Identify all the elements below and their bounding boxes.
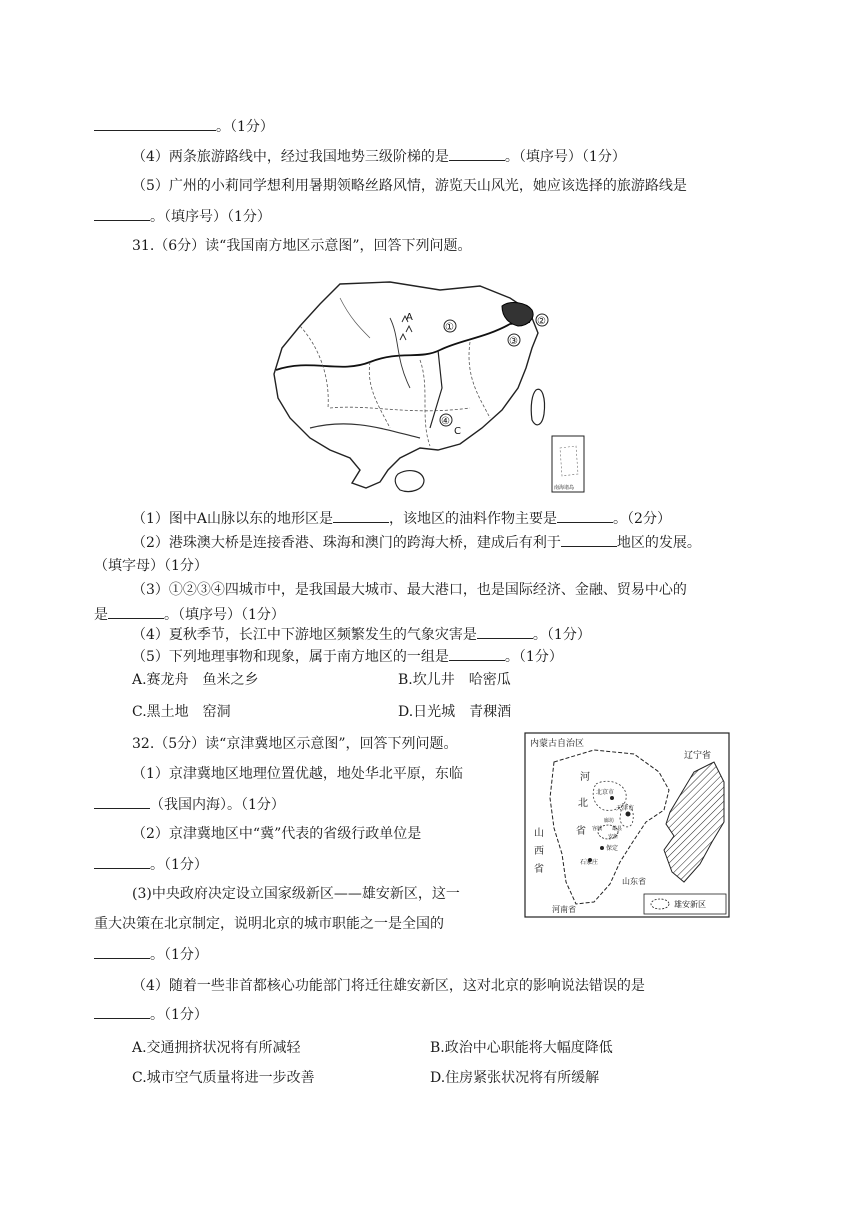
line-text: ，该地区的油料作物主要是 xyxy=(389,511,558,527)
label-inner-mongolia: 内蒙古自治区 xyxy=(530,739,585,749)
line-text: （2）京津冀地区中“冀”代表的省级行政单位是 xyxy=(132,826,422,842)
south-china-map xyxy=(270,278,586,496)
label-city-1: ① xyxy=(445,322,454,333)
line-text: （2）港珠澳大桥是连接香港、珠海和澳门的跨海大桥，建成后有利于 xyxy=(132,535,561,551)
label-bei: 北 xyxy=(578,798,588,809)
question-32-1 xyxy=(132,764,463,784)
answer-blank[interactable] xyxy=(94,1004,150,1019)
inset-box xyxy=(552,436,584,492)
question-31-4 xyxy=(132,624,591,645)
option-d[interactable] xyxy=(398,702,511,722)
label-beijing: 北京市 xyxy=(596,789,615,796)
line-text: 。（填序号）（1分） xyxy=(164,607,285,623)
question-31-5 xyxy=(132,646,563,667)
question-32-4 xyxy=(132,976,645,996)
answer-blank[interactable] xyxy=(94,206,150,221)
line-text: （5）广州的小莉同学想利用暑期领略丝路风情，游览天山风光，她应该选择的旅游路线是 xyxy=(132,178,687,194)
label-c: C xyxy=(454,426,461,437)
option-a[interactable] xyxy=(132,670,259,690)
river xyxy=(390,318,410,388)
question-32-2-cont xyxy=(94,854,208,875)
label-shandong: 山东省 xyxy=(622,877,646,886)
yangtze-delta xyxy=(502,303,533,326)
line-text: 。（填序号）（1分） xyxy=(504,149,626,165)
label-he: 河 xyxy=(580,772,590,783)
label-xiongxian: 雄县 xyxy=(612,826,623,832)
option-32-b[interactable] xyxy=(430,1038,613,1058)
line-text: 32.（5分）读“京津冀地区示意图”，回答下列问题。 xyxy=(132,736,458,752)
option-text: D.住房紧张状况将有所缓解 xyxy=(430,1070,600,1086)
label-liaoning: 辽宁省 xyxy=(684,751,712,761)
line-text: （填字母）（1分） xyxy=(94,558,208,574)
legend-label: 雄安新区 xyxy=(674,900,706,909)
line-text: 是 xyxy=(94,607,108,623)
label-shan: 山 xyxy=(534,828,544,839)
question-30-4 xyxy=(132,146,626,167)
line-text: （1）京津冀地区地理位置优越，地处华北平原，东临 xyxy=(132,766,463,782)
label-xi: 西 xyxy=(534,846,544,857)
province-border xyxy=(330,407,470,411)
answer-blank[interactable] xyxy=(561,532,617,547)
line-text: 。（1分） xyxy=(216,119,274,135)
label-city-4: ④ xyxy=(441,416,450,427)
label-sheng-2: 省 xyxy=(534,864,544,875)
option-text: D.日光城 青稞酒 xyxy=(398,704,512,720)
question-31-title xyxy=(132,236,472,256)
line-text: 。（1分） xyxy=(150,1007,208,1023)
label-anxin: 安新 xyxy=(608,834,619,840)
option-text: A.赛龙舟 鱼米之乡 xyxy=(132,672,259,688)
line-text: 。（2分） xyxy=(613,511,671,527)
option-text: A.交通拥挤状况将有所减轻 xyxy=(132,1040,301,1056)
answer-blank[interactable] xyxy=(94,854,150,869)
answer-blank[interactable] xyxy=(108,604,164,619)
line-text: 。（1分） xyxy=(150,947,208,963)
question-31-2-cont xyxy=(94,556,208,576)
hainan-island xyxy=(395,471,424,492)
label-city-2: ② xyxy=(537,316,546,327)
line-text: 31.（6分）读“我国南方地区示意图”，回答下列问题。 xyxy=(132,238,472,254)
question-32-3 xyxy=(132,884,460,904)
question-30-5-answer xyxy=(94,206,271,227)
question-32-title xyxy=(132,734,458,754)
answer-blank[interactable] xyxy=(94,116,216,131)
line-text: 。（1分） xyxy=(532,627,591,643)
question-32-3-cont xyxy=(94,914,444,934)
label-henan: 河南省 xyxy=(552,905,576,914)
label-shijiazhuang: 石家庄 xyxy=(580,859,599,866)
line-text: （1）图中A山脉以东的地形区是 xyxy=(132,511,334,527)
question-30-5 xyxy=(132,176,687,196)
line-text: （4）夏秋季节，长江中下游地区频繁发生的气象灾害是 xyxy=(132,627,477,643)
province-border xyxy=(369,362,390,428)
line-text: （3）①②③④四城市中，是我国最大城市、最大港口，也是国际经济、金融、贸易中心的 xyxy=(132,582,687,598)
option-c[interactable] xyxy=(132,702,231,722)
answer-blank[interactable] xyxy=(449,146,505,161)
line-text: 地区的发展。 xyxy=(616,535,701,551)
option-32-c[interactable] xyxy=(132,1068,315,1088)
question-31-1 xyxy=(132,508,671,529)
answer-blank[interactable] xyxy=(94,794,150,809)
province-border xyxy=(300,326,328,408)
label-tianjin: 天津市 xyxy=(616,805,635,812)
river xyxy=(340,298,370,338)
label-rongcheng: 容城 xyxy=(592,826,603,832)
answer-blank[interactable] xyxy=(333,508,389,523)
question-32-1-cont xyxy=(94,794,285,815)
line-text: （5）下列地理事物和现象，属于南方地区的一组是 xyxy=(132,649,449,665)
taiwan-island xyxy=(531,389,544,425)
yangtze-river xyxy=(276,322,530,370)
line-text: （4）随着一些非首都核心功能部门将迁往雄安新区，这对北京的影响说法错误的是 xyxy=(132,978,645,994)
line-text: （4）两条旅游路线中，经过我国地势三级阶梯的是 xyxy=(132,149,449,165)
option-text: B.政治中心职能将大幅度降低 xyxy=(430,1040,613,1056)
question-31-2 xyxy=(132,532,701,553)
option-text: C.城市空气质量将进一步改善 xyxy=(132,1070,315,1086)
line-text: 。（1分） xyxy=(150,857,208,873)
answer-blank[interactable] xyxy=(94,944,150,959)
label-sheng: 省 xyxy=(576,826,586,837)
line-text: 重大决策在北京制定，说明北京的城市职能之一是全国的 xyxy=(94,916,444,932)
option-32-a[interactable] xyxy=(132,1038,301,1058)
question-32-4-cont xyxy=(94,1004,208,1025)
answer-blank[interactable] xyxy=(449,646,505,661)
option-32-d[interactable] xyxy=(430,1068,599,1088)
line-text: 。（填序号）（1分） xyxy=(150,209,271,225)
question-31-3-cont xyxy=(94,604,285,625)
question-31-3 xyxy=(132,580,687,600)
province-border xyxy=(469,342,490,418)
question-32-2 xyxy=(132,824,421,844)
line-text: （我国内海）。（1分） xyxy=(150,797,285,813)
label-city-3: ③ xyxy=(509,336,518,347)
label-inset: 南海诸岛 xyxy=(554,485,575,491)
option-b[interactable] xyxy=(398,670,511,690)
jingjinji-map xyxy=(524,732,730,918)
label-langfang: 廊坊 xyxy=(604,818,615,824)
option-text: B.坎儿井 哈密瓜 xyxy=(398,672,511,688)
answer-blank[interactable] xyxy=(557,508,613,523)
answer-blank[interactable] xyxy=(477,624,533,639)
question-32-3-answer xyxy=(94,944,208,965)
label-baoding: 保定 xyxy=(606,845,619,852)
province-border xyxy=(420,360,430,446)
river xyxy=(310,424,420,438)
answer-line-1 xyxy=(94,116,274,137)
line-text: 。（1分） xyxy=(504,649,563,665)
label-a: A xyxy=(406,312,413,323)
option-text: C.黑土地 窑洞 xyxy=(132,704,231,720)
line-text: (3)中央政府决定设立国家级新区——雄安新区，这一 xyxy=(132,886,460,902)
